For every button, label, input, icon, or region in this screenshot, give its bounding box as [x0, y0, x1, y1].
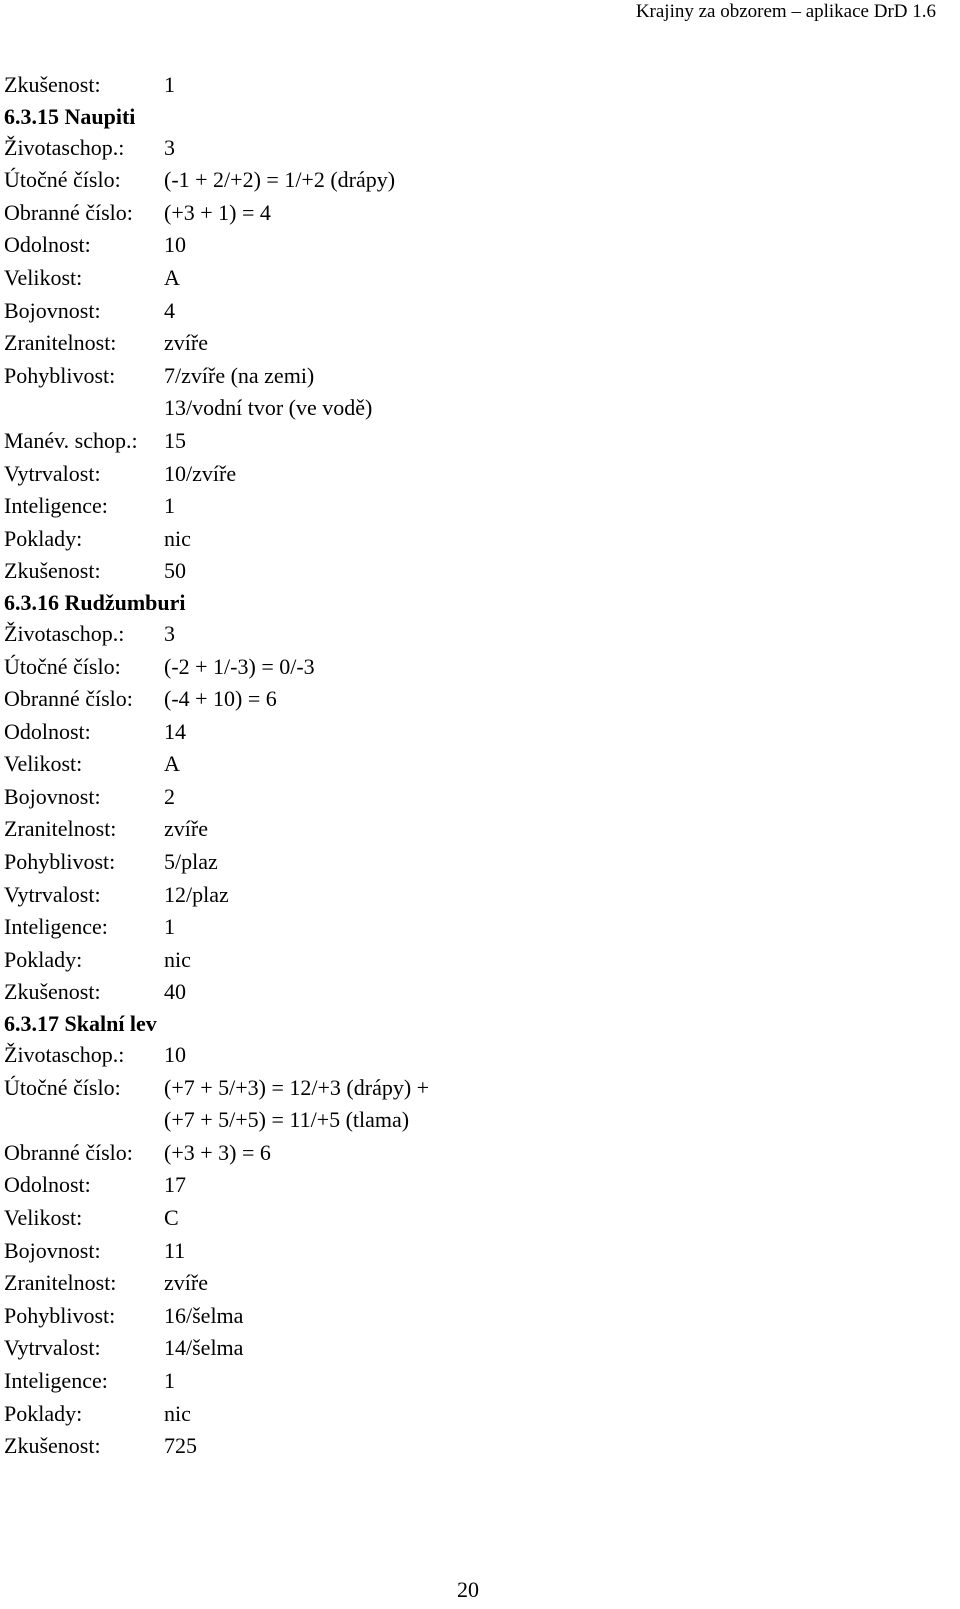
stat-value: (-2 + 1/-3) = 0/-3	[164, 653, 315, 679]
creature-block	[4, 1009, 934, 1463]
stat-value: 10	[164, 232, 186, 258]
stat-row	[4, 1137, 934, 1170]
stat-value: C	[164, 1205, 179, 1230]
stat-label: Inteligence:	[4, 493, 108, 519]
stat-value-continuation: 13/vodní tvor (ve vodě)	[164, 395, 373, 421]
stat-row	[4, 1039, 934, 1072]
stat-label: Životaschop.:	[4, 620, 125, 646]
stat-row	[4, 683, 934, 716]
stat-label: Útočné číslo:	[4, 653, 121, 679]
stat-label: Zranitelnost:	[4, 330, 117, 356]
stat-value: 725	[164, 1433, 197, 1459]
stat-value: 14	[164, 718, 186, 744]
stat-label: Poklady:	[4, 946, 83, 972]
stat-row	[4, 1267, 934, 1300]
stat-label: Vytrvalost:	[4, 460, 101, 486]
stat-value: A	[164, 751, 180, 777]
stat-label: Velikost:	[4, 264, 83, 290]
stat-row	[4, 555, 934, 588]
stat-value: (+3 + 1) = 4	[164, 199, 271, 225]
stat-value: zvíře	[164, 330, 208, 356]
stat-row	[4, 781, 934, 814]
stat-label: Obranné číslo:	[4, 1139, 133, 1165]
stat-label: Zkušenost:	[4, 1433, 101, 1459]
stat-label: Odolnost:	[4, 718, 91, 744]
stat-value: (-1 + 2/+2) = 1/+2 (drápy)	[164, 167, 396, 193]
stat-label: Obranné číslo:	[4, 199, 133, 225]
stat-value: 40	[164, 979, 186, 1005]
stat-row	[4, 813, 934, 846]
stat-row	[4, 911, 934, 944]
stat-label: Inteligence:	[4, 1367, 108, 1393]
creature-heading: 6.3.16 Rudžumburi	[4, 589, 186, 615]
stat-label: Vytrvalost:	[4, 881, 101, 907]
stat-label: Útočné číslo:	[4, 167, 121, 193]
stat-value: 10/zvíře	[164, 460, 237, 486]
stat-value: 17	[164, 1172, 186, 1198]
stat-value: 1	[164, 72, 175, 97]
stat-row	[4, 716, 934, 749]
stat-row	[4, 1430, 934, 1463]
stat-label: Pohyblivost:	[4, 1302, 116, 1328]
stat-value: nic	[164, 946, 191, 972]
stat-label: Velikost:	[4, 751, 83, 777]
stat-value: 7/zvíře (na zemi)	[164, 362, 315, 388]
stat-value: (+3 + 3) = 6	[164, 1139, 271, 1165]
stat-row	[4, 490, 934, 523]
stat-row	[4, 229, 934, 262]
stat-row	[4, 1072, 934, 1105]
stat-row	[4, 262, 934, 295]
stat-value-continuation: (+7 + 5/+5) = 11/+5 (tlama)	[164, 1107, 410, 1133]
stat-row	[4, 1332, 934, 1365]
running-header: Krajiny za obzorem – aplikace DrD 1.6	[635, 1, 936, 22]
stat-row	[4, 944, 934, 977]
stat-row	[4, 1202, 934, 1235]
stat-value: (-4 + 10) = 6	[164, 686, 277, 712]
stat-row	[4, 197, 934, 230]
stat-value: nic	[164, 525, 191, 551]
stat-label: Odolnost:	[4, 232, 91, 258]
stat-label: Zkušenost:	[4, 979, 101, 1005]
stat-row	[4, 748, 934, 781]
stat-label: Pohyblivost:	[4, 849, 116, 875]
stat-value: 11	[164, 1237, 186, 1263]
stat-row	[4, 1300, 934, 1333]
stat-label: Útočné číslo:	[4, 1074, 121, 1100]
stat-row	[4, 1235, 934, 1268]
page-content	[4, 69, 934, 1463]
stat-label: Zranitelnost:	[4, 1270, 117, 1296]
stat-value: 50	[164, 558, 186, 584]
stat-value: A	[164, 264, 180, 290]
stat-label: Obranné číslo:	[4, 686, 133, 712]
stat-row	[4, 976, 934, 1009]
stat-label: Bojovnost:	[4, 297, 101, 323]
stat-row	[4, 69, 934, 102]
stat-value: 3	[164, 620, 175, 646]
stat-value: 2	[164, 783, 175, 809]
stat-row	[4, 295, 934, 328]
stat-row	[4, 879, 934, 912]
stat-value: 3	[164, 134, 175, 160]
stat-row	[4, 327, 934, 360]
stat-value: 12/plaz	[164, 881, 229, 907]
stat-label: Zranitelnost:	[4, 816, 117, 842]
stat-label: Bojovnost:	[4, 783, 101, 809]
stat-label: Zkušenost:	[4, 72, 101, 97]
stat-value: 14/šelma	[164, 1335, 244, 1361]
stat-row	[4, 1169, 934, 1202]
stat-row	[4, 132, 934, 165]
stat-value: 5/plaz	[164, 849, 218, 875]
stat-row	[4, 360, 934, 393]
creature-heading: 6.3.17 Skalní lev	[4, 1011, 157, 1037]
stat-value: zvíře	[164, 816, 208, 842]
stat-label: Zkušenost:	[4, 558, 101, 584]
stat-value: 1	[164, 914, 175, 940]
stat-label: Poklady:	[4, 1400, 83, 1426]
stat-label: Velikost:	[4, 1205, 83, 1230]
stat-row	[4, 458, 934, 491]
creature-block	[4, 102, 934, 588]
stat-label: Životaschop.:	[4, 1042, 125, 1068]
stat-value: 10	[164, 1042, 186, 1068]
stat-label: Inteligence:	[4, 914, 108, 940]
stat-label: Životaschop.:	[4, 134, 125, 160]
stat-label: Bojovnost:	[4, 1237, 101, 1263]
stat-label: Pohyblivost:	[4, 362, 116, 388]
stat-label: Vytrvalost:	[4, 1335, 101, 1361]
stat-label: Manév. schop.:	[4, 427, 138, 453]
stat-value: 1	[164, 1367, 175, 1393]
creature-block	[4, 588, 934, 1009]
stat-value: 16/šelma	[164, 1302, 244, 1328]
stat-row	[4, 164, 934, 197]
stat-value: nic	[164, 1400, 191, 1426]
stat-row	[4, 846, 934, 879]
stat-value: (+7 + 5/+3) = 12/+3 (drápy) +	[164, 1074, 430, 1100]
page-number: 20	[457, 1577, 479, 1602]
creature-heading: 6.3.15 Naupiti	[4, 103, 136, 129]
stat-row	[4, 1398, 934, 1431]
stat-row	[4, 523, 934, 556]
stat-row	[4, 425, 934, 458]
stat-row	[4, 1365, 934, 1398]
stat-label: Poklady:	[4, 525, 83, 551]
stat-value: 4	[164, 297, 175, 323]
stat-value: 1	[164, 493, 175, 519]
stat-label: Odolnost:	[4, 1172, 91, 1198]
stat-value: zvíře	[164, 1270, 208, 1296]
stat-value: 15	[164, 427, 186, 453]
stat-row	[4, 618, 934, 651]
stat-row	[4, 651, 934, 684]
